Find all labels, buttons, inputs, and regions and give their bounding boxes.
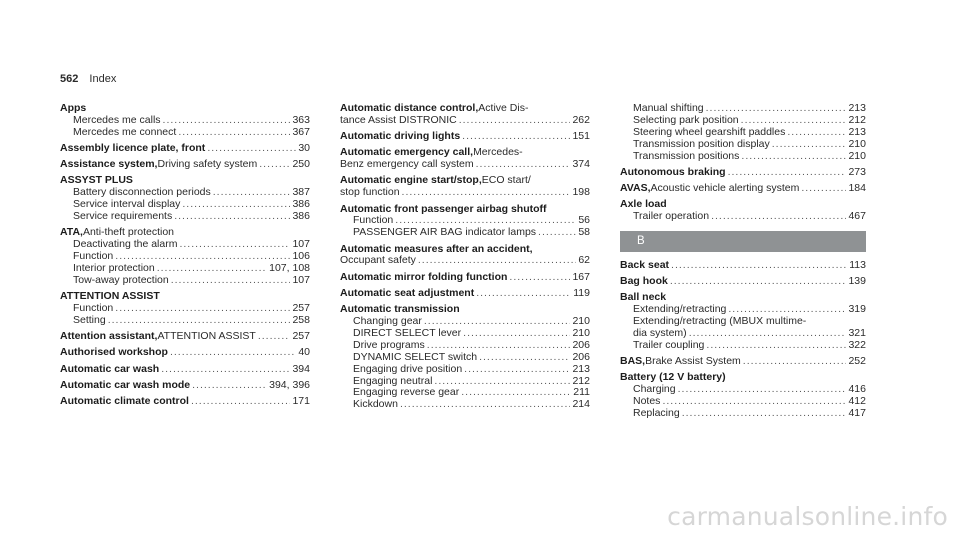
index-entry [60,103,310,139]
index-entry [620,183,866,195]
leader-dots [509,272,570,284]
index-entry [620,356,866,368]
index-subentry [340,352,590,364]
leader-dots [772,139,847,151]
index-keyword: Automatic transmission [340,303,460,316]
leader-dots [476,159,571,171]
subentry-label: Service requirements [73,210,173,223]
leader-dots [157,263,267,275]
leader-dots [418,255,576,267]
subentry-label: Notes [633,395,661,408]
page-reference[interactable]: 107 [292,238,310,251]
subentry-label: Trailer coupling [633,339,705,352]
index-entry-heading [60,331,310,343]
subentry-label: Steering wheel gearshift paddles [633,125,786,138]
leader-dots [476,288,571,300]
index-keyword: Automatic engine start/stop, [340,174,482,187]
index-entry-heading [620,276,866,288]
leader-dots [182,199,290,211]
leader-dots [192,380,267,392]
index-keyword-detail: stop function [340,186,400,199]
index-entry-heading [60,159,310,171]
index-keyword: Assistance system, [60,158,158,171]
index-entry-continuation [340,159,590,171]
page-reference[interactable]: 213 [848,125,866,138]
index-entry [60,175,310,223]
index-keyword: Automatic car wash [60,362,160,375]
index-keyword-detail: ECO start/ [481,174,531,187]
page-reference[interactable]: 58 [578,226,590,239]
subentry-label: Engaging drive position [353,362,463,375]
page-reference[interactable]: 387 [292,186,310,199]
index-entry [340,103,590,127]
index-subentry [340,340,590,352]
subentry-label: Replacing [633,407,680,420]
leader-dots [259,159,290,171]
page-reference[interactable]: 62 [578,254,590,267]
index-entry [60,347,310,359]
subentry-label: Deactivating the alarm [73,238,178,251]
leader-dots [115,303,290,315]
index-entry [340,204,590,240]
leader-dots [178,127,290,139]
page-reference[interactable]: 206 [572,350,590,363]
page-reference[interactable]: 151 [572,130,590,143]
index-entry [60,331,310,343]
index-entry [60,380,310,392]
index-subentry [60,127,310,139]
index-entry [60,143,310,155]
index-column-2 [340,103,590,416]
page-reference[interactable]: 171 [292,395,310,407]
page-reference[interactable]: 273 [848,165,866,178]
leader-dots [191,396,291,408]
page-reference[interactable]: 107 [292,273,310,286]
index-column-3 [620,103,866,424]
index-keyword: Attention assistant, [60,330,158,343]
index-column-3-bottom [620,260,866,420]
page-reference[interactable]: 367 [292,125,310,138]
leader-dots [662,396,846,408]
leader-dots [427,340,571,352]
index-entry [340,304,590,411]
index-keyword-detail: Occupant safety [340,254,416,267]
page-reference[interactable]: 321 [848,327,866,340]
index-keyword: Back seat [620,259,670,272]
section-title: Index [89,73,117,85]
index-subentry [340,399,590,411]
page-reference[interactable]: 210 [572,314,590,327]
subentry-label: Charging [633,383,676,396]
page-reference[interactable]: 56 [578,214,590,227]
leader-dots [728,167,847,179]
index-keyword: Apps [60,102,87,114]
subentry-label: Manual shifting [633,102,704,114]
leader-dots [461,387,571,399]
index-entry-continuation [340,255,590,267]
page-header [60,73,116,85]
subentry-label: Tow-away protection [73,273,169,286]
index-column-3-top [620,103,866,223]
index-subentry [60,211,310,223]
index-entry [620,292,866,352]
index-keyword: Authorised workshop [60,346,168,359]
index-keyword: Automatic car wash mode [60,378,191,391]
index-keyword: Ball neck [620,291,667,304]
index-subentry [620,151,866,163]
leader-dots [706,340,846,352]
page-reference[interactable]: 250 [292,158,310,171]
index-entry-continuation [340,187,590,199]
leader-dots [787,127,846,139]
index-keyword: ATTENTION ASSIST [60,290,160,303]
page-reference[interactable]: 198 [572,186,590,199]
index-keyword-detail: tance Assist DISTRONIC [340,113,457,126]
page-reference[interactable]: 322 [848,339,866,352]
index-entry-heading [620,183,866,195]
page-reference[interactable]: 374 [572,158,590,171]
index-entry [340,272,590,284]
index-keyword: Autonomous braking [620,165,726,178]
leader-dots [207,143,296,155]
page-reference[interactable]: 417 [848,407,866,420]
index-keyword: Assembly licence plate, front [60,142,206,155]
leader-dots [464,364,570,376]
page-reference[interactable]: 363 [292,113,310,126]
index-entry [620,372,866,420]
index-keyword-detail: Brake Assist System [645,355,741,368]
subentry-label: Mercedes me calls [73,113,161,126]
page-reference[interactable]: 416 [848,383,866,396]
watermark: carmanualsonline.info [667,502,948,531]
page-reference[interactable]: 210 [848,149,866,162]
leader-dots [258,331,291,343]
index-keyword: Automatic mirror folding function [340,270,508,283]
index-keyword: Automatic seat adjustment [340,286,475,299]
index-entry-heading [620,260,866,272]
index-entry [340,175,590,199]
index-keyword: BAS, [620,355,646,368]
index-keyword-detail: Anti-theft protection [82,226,175,239]
index-entry [620,260,866,272]
leader-dots [689,328,847,340]
index-keyword-detail: Driving safety system [157,158,258,171]
subentry-label: Service interval display [73,198,181,211]
index-entry-continuation [340,115,590,127]
leader-dots [801,183,846,195]
page-reference[interactable]: 30 [298,142,310,155]
leader-dots [174,211,290,223]
subentry-label: Engaging neutral [353,374,433,387]
leader-dots [459,115,571,127]
page-reference[interactable]: 386 [292,198,310,211]
page-reference[interactable]: 206 [572,338,590,351]
index-subentry [620,139,866,151]
index-keyword: Automatic climate control [60,395,189,407]
page-reference[interactable]: 319 [848,303,866,316]
page-reference[interactable]: 394, 396 [269,378,310,391]
subentry-label: Engaging reverse gear [353,386,460,399]
index-keyword: Axle load [620,198,667,211]
index-subentry [620,408,866,420]
index-entry [340,131,590,143]
subentry-label: Transmission position display [633,137,770,150]
index-entry [620,167,866,179]
index-entry [620,199,866,223]
subentry-label: Function [353,214,394,227]
leader-dots [711,211,846,223]
subentry-label: Extending/retracting [633,303,727,316]
index-keyword: AVAS, [620,182,651,195]
subentry-label: Setting [73,313,106,326]
index-keyword-detail: ATTENTION ASSIST [157,330,256,343]
page-reference[interactable]: 212 [572,374,590,387]
page-reference[interactable]: 213 [572,362,590,375]
index-keyword-detail: Acoustic vehicle alerting system [650,182,800,195]
index-keyword: Automatic measures after an accident, [340,242,533,255]
index-keyword: Automatic distance control, [340,102,479,114]
page-reference[interactable]: 107, 108 [269,262,310,275]
leader-dots [463,328,570,340]
index-entry-heading [340,272,590,284]
index-entry [340,244,590,268]
index-keyword-detail: Benz emergency call system [340,158,474,171]
index-entry-heading [60,143,310,155]
index-subentry [620,127,866,139]
leader-dots [743,356,847,368]
page-number: 562 [60,73,79,85]
leader-dots [213,187,291,199]
subentry-label: Transmission positions [633,149,740,162]
index-keyword: Automatic emergency call, [340,146,474,159]
page-reference[interactable]: 113 [849,259,866,272]
index-subentry [60,315,310,327]
page-reference[interactable]: 40 [298,346,310,359]
index-entry [340,147,590,171]
index-keyword-detail: Mercedes- [473,146,523,159]
subentry-label: Changing gear [353,314,422,327]
leader-dots [402,187,571,199]
index-keyword-detail: Active Dis- [478,102,529,114]
page-reference[interactable]: 213 [848,102,866,114]
leader-dots [479,352,570,364]
index-keyword: ATA, [60,226,83,239]
subentry-label: Trailer operation [633,210,710,223]
subentry-label: Interior protection [73,262,155,275]
subentry-label: DYNAMIC SELECT switch [353,350,478,363]
index-entry [620,103,866,163]
index-entry [60,364,310,376]
leader-dots [678,384,847,396]
leader-dots [161,364,290,376]
index-entry [60,291,310,327]
page-reference[interactable]: 119 [573,286,590,299]
index-entry [60,159,310,171]
page-reference[interactable]: 257 [292,330,310,343]
leader-dots [171,275,291,287]
page-reference[interactable]: 257 [292,302,310,315]
index-entry [340,288,590,300]
subentry-label: Selecting park position [633,113,739,126]
leader-dots [179,239,290,251]
index-keyword: ASSYST PLUS [60,174,133,187]
page-reference[interactable]: 210 [848,137,866,150]
page-reference[interactable]: 139 [848,275,866,288]
leader-dots [741,151,846,163]
subentry-label: Mercedes me connect [73,125,177,138]
subentry-label: PASSENGER AIR BAG indicator lamps [353,226,537,239]
index-subentry [60,275,310,287]
subentry-label: Kickdown [353,398,398,411]
index-entry-heading [620,356,866,368]
page-reference[interactable]: 412 [848,395,866,408]
index-subentry [620,340,866,352]
page-reference[interactable]: 262 [572,113,590,126]
subentry-label: Drive programs [353,338,425,351]
page-reference[interactable]: 214 [572,398,590,411]
index-entry-heading [60,380,310,392]
page-reference[interactable]: 184 [848,182,866,195]
subentry-label: dia system) [633,327,687,340]
index-subentry [340,364,590,376]
index-entry [620,276,866,288]
page-reference[interactable]: 212 [848,113,866,126]
index-subentry [620,211,866,223]
page-reference[interactable]: 210 [572,326,590,339]
subentry-label: DIRECT SELECT lever [353,326,462,339]
index-keyword: Battery (12 V battery) [620,371,726,384]
index-subentry [340,227,590,239]
index-keyword: Automatic driving lights [340,130,461,143]
leader-dots [538,227,576,239]
leader-dots [462,131,570,143]
index-entry-heading [340,288,590,300]
index-entry-heading [620,167,866,179]
page-reference[interactable]: 252 [848,355,866,368]
page-reference[interactable]: 394 [292,362,310,375]
subentry-label: Battery disconnection periods [73,186,211,199]
subentry-label: Extending/retracting (MBUX multime- [633,315,807,328]
index-entry-heading [340,131,590,143]
page-reference[interactable]: 106 [292,250,310,263]
page-reference[interactable]: 258 [292,313,310,326]
section-letter-heading: B [620,231,866,252]
leader-dots [163,115,291,127]
leader-dots [108,315,291,327]
page-reference[interactable]: 467 [848,210,866,223]
page-reference[interactable]: 167 [572,270,590,283]
index-entry-heading [60,364,310,376]
index-entry-heading [60,347,310,359]
page-reference[interactable]: 211 [573,386,590,399]
index-entry [60,396,310,408]
leader-dots [671,260,847,272]
leader-dots [682,408,847,420]
index-keyword: Bag hook [620,275,668,288]
subentry-label: Function [73,302,114,315]
index-keyword: Automatic front passenger airbag shutoff [340,202,547,215]
leader-dots [170,347,296,359]
index-entry [60,227,310,287]
index-entry-heading [60,396,310,408]
page-reference[interactable]: 386 [292,210,310,223]
leader-dots [670,276,847,288]
index-subentry [340,328,590,340]
index-column-1 [60,103,310,412]
subentry-label: Function [73,250,114,263]
leader-dots [400,399,571,411]
